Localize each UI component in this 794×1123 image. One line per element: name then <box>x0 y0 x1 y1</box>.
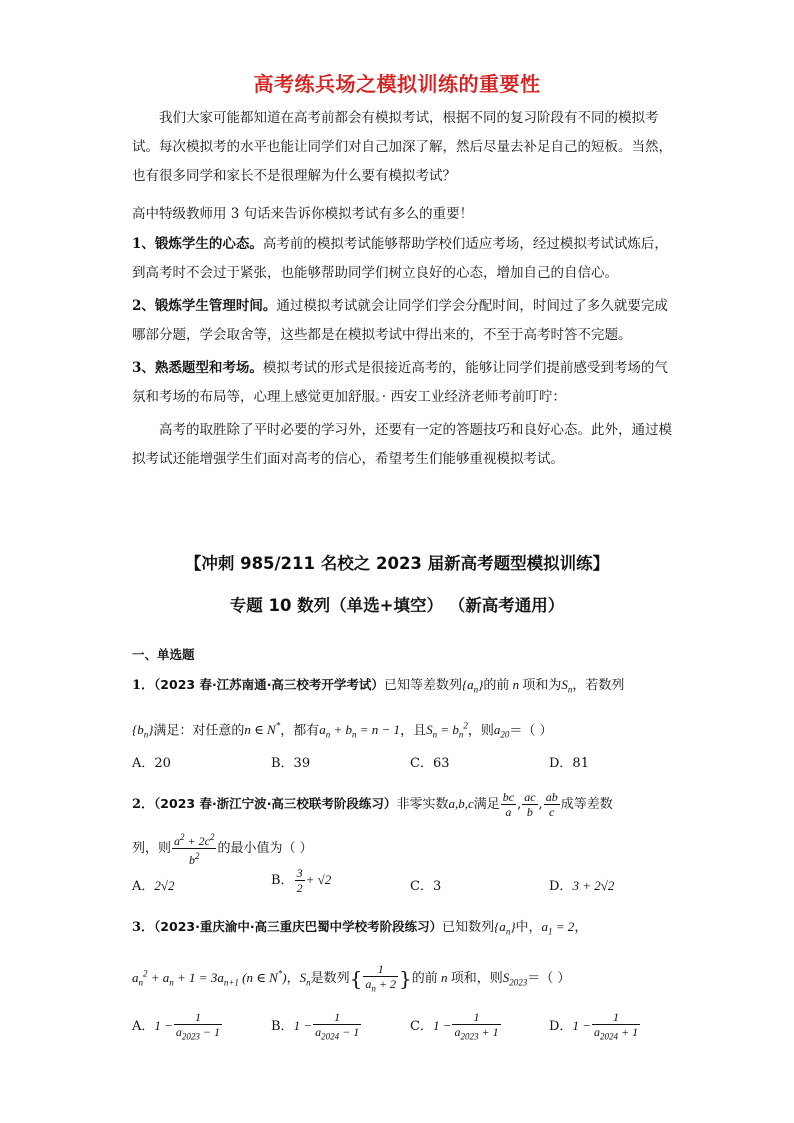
question-2-text: 成等差数 <box>560 797 613 812</box>
document-subheading: 专题 10 数列（单选+填空） （新高考通用） <box>229 596 565 615</box>
math-recurrence: $a_n^2 + a_n + 1 = 3a_{n+1}$ (n ∈ N*) <box>132 968 287 988</box>
math-plus-sqrt2: + √2 <box>305 872 332 887</box>
question-3-text: ， <box>574 920 588 935</box>
question-1-text: 已知等差数列 <box>383 678 462 693</box>
math-an-set: $\{a_n\}$ <box>461 677 484 695</box>
question-3-text: 已知数列 <box>442 920 495 935</box>
question-1-option-c[interactable]: C．63 <box>410 756 450 771</box>
question-3-line-1 <box>132 917 672 942</box>
question-3-text: ＝（ ） <box>527 971 571 987</box>
question-1-text: 的前 <box>483 678 510 693</box>
question-2-option-c[interactable]: C．3 <box>410 879 442 894</box>
math-frac-1-a2023-plus-1: $\frac{1}{a_{2023} + 1}$ <box>454 1010 499 1042</box>
math-frac-1-a2024-plus-1: $\frac{1}{a_{2024} + 1}$ <box>593 1010 639 1042</box>
option-label: D． <box>549 879 573 894</box>
math-n-in-N: n ∈ N* <box>244 721 281 738</box>
question-3-line-2 <box>132 962 672 995</box>
math-an-set: $\{a_n\}$ <box>494 919 516 937</box>
math-bn-set: $\{b_n\}$ <box>132 722 154 740</box>
math-sn-eq-bn2: $S_n = b_n^2$ <box>426 721 468 740</box>
question-3-option-c[interactable] <box>410 1010 502 1043</box>
math-right-brace: } <box>399 966 412 991</box>
question-2-number: 2． <box>132 797 155 812</box>
question-2-source: （2023 春·浙江宁波·高三校联考阶段练习） <box>154 796 397 811</box>
math-frac-ac-b: $\frac{ac}{b}$ <box>524 790 536 819</box>
question-1-source: （2023 春·江苏南通·高三校考开学考试） <box>154 677 384 692</box>
intro-item-3-label: 3、熟悉题型和考场。 <box>132 360 263 376</box>
math-n: n <box>509 677 523 692</box>
question-2-option-a[interactable] <box>132 875 175 894</box>
question-2-option-d[interactable] <box>549 875 614 894</box>
math-frac-bc-a: $\frac{bc}{a}$ <box>502 790 515 819</box>
question-2-line-2 <box>132 830 672 867</box>
math-n: n <box>437 970 451 986</box>
math-1-minus: 1 − <box>293 1018 313 1034</box>
intro-item-2-text: 通过模拟考试就会让同学们学会分配时间，时间过了多久就要完成哪部分题，学会取舍等，这些都是在模拟考试中得出来的，不至于高考时答不完题。 <box>132 298 668 343</box>
question-3-text: 的前 <box>411 971 438 987</box>
option-label: A． <box>132 1019 155 1035</box>
intro-item-2-label: 2、锻炼学生管理时间。 <box>132 298 277 314</box>
question-1-option-b[interactable]: B．39 <box>271 756 311 771</box>
math-frac-1-an-plus-2: $\frac{1}{a_n + 2}$ <box>365 962 396 994</box>
math-1-minus: 1 − <box>432 1018 452 1034</box>
question-2-text: 列，则 <box>132 841 172 856</box>
question-1-line-1 <box>132 675 672 700</box>
question-1-text: 满足：对任意的 <box>153 723 245 739</box>
math-sn: $S_n$ <box>299 970 311 988</box>
question-2-option-b[interactable] <box>271 866 331 895</box>
question-3-number: 3． <box>132 920 155 935</box>
math-a1-eq-2: $a_1 = 2$ <box>541 919 575 937</box>
math-frac-1-a2023-minus-1: $\frac{1}{a_{2023} - 1}$ <box>175 1010 221 1042</box>
math-frac-1-a2024-minus-1: $\frac{1}{a_{2024} - 1}$ <box>315 1010 360 1042</box>
section-title: 一、单选题 <box>132 647 195 662</box>
question-2-text: 满足 <box>473 797 500 812</box>
question-1-option-d[interactable]: D．81 <box>549 756 589 771</box>
intro-item-2 <box>132 292 672 350</box>
question-1-text: ，且 <box>400 723 427 739</box>
option-label: C． <box>410 1019 433 1035</box>
option-label: B． <box>271 873 294 888</box>
math-3-plus-2sqrt2: 3 + 2√2 <box>572 878 615 893</box>
math-left-brace: { <box>349 966 363 991</box>
question-3-option-b[interactable] <box>271 1010 362 1043</box>
question-1-text: ，若数列 <box>572 678 625 693</box>
intro-item-3 <box>132 354 672 412</box>
question-3-text: ， <box>286 971 300 987</box>
question-1-line-2 <box>132 716 672 745</box>
math-frac-a2-2c2-b2: $\frac{a^2 + 2c^2}{b^2}$ <box>174 832 215 867</box>
option-label: B． <box>271 1019 294 1035</box>
intro-paragraph-3: 高考的取胜除了平时必要的学习外，还要有一定的答题技巧和良好心态。此外，通过模拟考试还能增强学生们面对高考的信心，希望考生们能够重视模拟考试。 <box>132 422 672 467</box>
question-1-text: 项和为 <box>522 678 562 693</box>
math-1-minus: 1 − <box>154 1018 173 1034</box>
math-an-plus-bn: $a_n + b_n = n - 1$ <box>319 722 401 740</box>
question-1-text: ＝（ ） <box>509 723 553 739</box>
intro-item-1 <box>132 230 672 288</box>
question-1-text: ，则 <box>467 723 494 739</box>
question-2-text: 的最小值为（ ） <box>217 841 313 856</box>
math-a20: $a_{20}$ <box>493 722 510 740</box>
math-sn: $S_n$ <box>561 677 573 695</box>
intro-paragraph-2: 高中特级教师用 3 句话来告诉你模拟考试有多么的重要！ <box>132 206 474 222</box>
math-abc: a,b,c <box>448 796 474 811</box>
math-frac-ab-c: $\frac{ab}{c}$ <box>545 790 558 819</box>
math-1-minus: 1 − <box>572 1018 591 1034</box>
question-2-text: 非零实数 <box>396 797 449 812</box>
question-3-text: 中， <box>515 920 542 935</box>
question-3-option-d[interactable] <box>549 1010 641 1043</box>
option-label: A． <box>132 879 155 894</box>
question-3-source: （2023·重庆渝中·高三重庆巴蜀中学校考阶段练习） <box>154 919 443 934</box>
intro-paragraph-1: 我们大家可能都知道在高考前都会有模拟考试，根据不同的复习阶段有不同的模拟考试。每次模拟考的水平也能让同学们对自己加深了解，然后尽量去补足自己的短板。当然，也有很多同学和家长不是很理解为什么要有模拟考试？ <box>132 110 672 184</box>
question-1-text: ，都有 <box>280 723 320 739</box>
intro-item-1-label: 1、锻炼学生的心态。 <box>132 236 263 252</box>
math-frac-3-2: $\frac{3}{2}$ <box>296 866 303 895</box>
document-heading: 【冲刺 985/211 名校之 2023 届新高考题型模拟训练】 <box>184 554 610 573</box>
question-3-text: 是数列 <box>310 971 350 987</box>
math-s2023: $S_{2023}$ <box>502 970 528 988</box>
math-2sqrt2: 2√2 <box>154 878 175 893</box>
intro-item-3-text: 模拟考试的形式是很接近高考的，能够让同学们提前感受到考场的气氛和考场的布局等，心理上感觉更加舒服。· 西安工业经济老师考前叮咛： <box>132 360 668 405</box>
question-2-line-1: 2．（2023 春·浙江宁波·高三校联考阶段练习）非零实数a,b,c满足 $\frac{bc}{a}$ , $\frac{ac}{b}$ , $\frac{ab}{c}$ 成等差数 <box>132 790 613 819</box>
page-title: 高考练兵场之模拟训练的重要性 <box>253 72 541 96</box>
question-3-text: 项和，则 <box>450 971 503 987</box>
option-label: D． <box>549 1019 573 1035</box>
intro-item-1-text: 高考前的模拟考试能够帮助学校们适应考场，经过模拟考试试炼后，到高考时不会过于紧张，也能够帮助同学们树立良好的心态，增加自己的自信心。 <box>132 236 668 281</box>
question-3-option-a[interactable] <box>132 1010 223 1043</box>
question-1-number: 1． <box>132 678 155 693</box>
question-1-option-a[interactable]: A．20 <box>132 756 171 771</box>
